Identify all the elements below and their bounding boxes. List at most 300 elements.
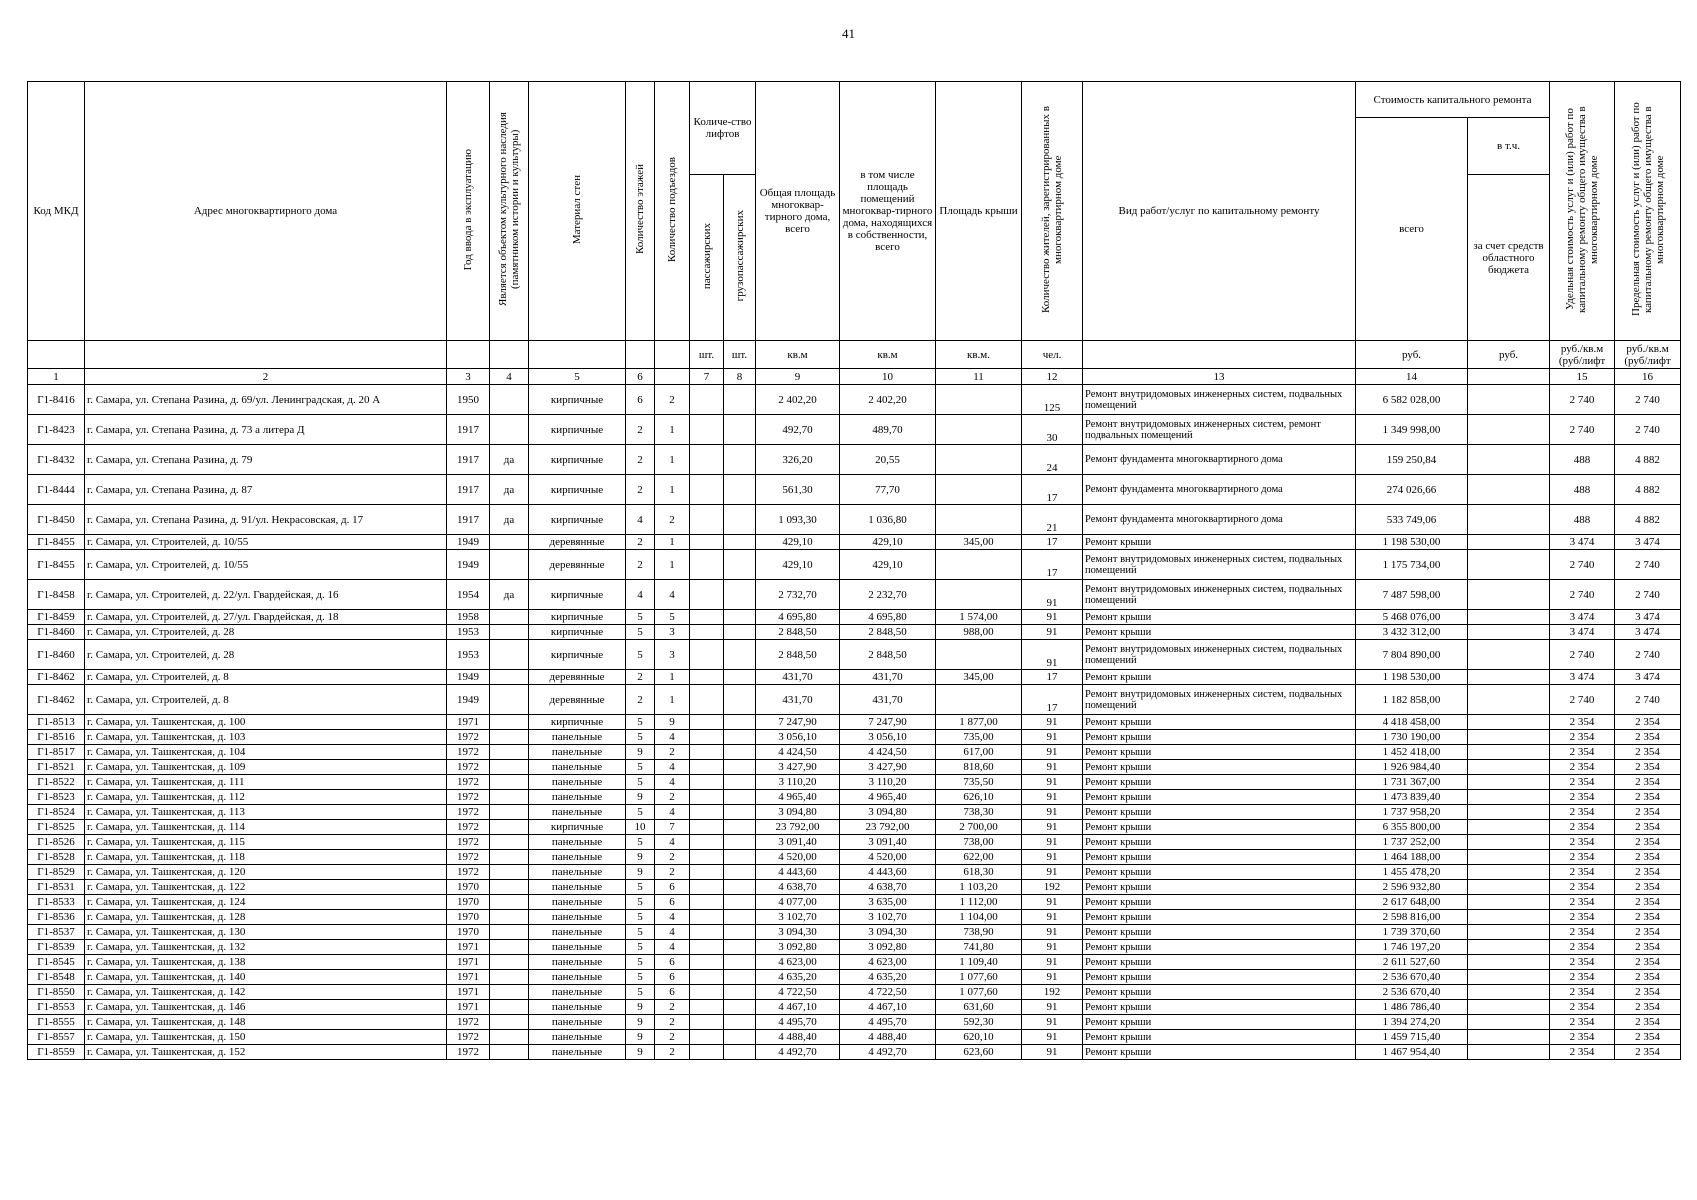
cell-address: г. Самара, ул. Степана Разина, д. 91/ул. Некрасовская, д. 17 [85, 505, 447, 535]
cell-entrances: 9 [655, 715, 690, 730]
cell-code: Г1-8459 [28, 610, 85, 625]
cell-year: 1972 [447, 1045, 490, 1060]
cell-code: Г1-8526 [28, 835, 85, 850]
cell-address: г. Самара, ул. Строителей, д. 8 [85, 685, 447, 715]
cell-year: 1972 [447, 865, 490, 880]
cell-total-area: 3 092,80 [756, 940, 840, 955]
cell-heritage [490, 850, 529, 865]
cell-lifts-pass [690, 850, 724, 865]
cell-cost-budget [1468, 535, 1550, 550]
cell-cost-total: 2 617 648,00 [1356, 895, 1468, 910]
cell-floors: 9 [626, 1030, 655, 1045]
cell-unit-cost: 2 354 [1550, 1015, 1615, 1030]
cell-roof-area: 1 574,00 [936, 610, 1022, 625]
cell-residents: 91 [1022, 625, 1083, 640]
cell-work-type: Ремонт крыши [1083, 985, 1356, 1000]
cell-cost-budget [1468, 850, 1550, 865]
cell-walls: панельные [529, 730, 626, 745]
cell-heritage [490, 820, 529, 835]
cell-owned-area: 7 247,90 [840, 715, 936, 730]
cell-floors: 9 [626, 790, 655, 805]
unit-rate: руб./кв.м (руб/лифт [1615, 341, 1681, 369]
cell-address: г. Самара, ул. Строителей, д. 22/ул. Гвардейская, д. 16 [85, 580, 447, 610]
cell-total-area: 326,20 [756, 445, 840, 475]
cell-unit-cost: 488 [1550, 445, 1615, 475]
cell-year: 1972 [447, 775, 490, 790]
cell-cost-total: 1 473 839,40 [1356, 790, 1468, 805]
cell-cost-total: 1 737 958,20 [1356, 805, 1468, 820]
cell-entrances: 2 [655, 1015, 690, 1030]
cell-entrances: 6 [655, 985, 690, 1000]
cell-lifts-cargo [724, 940, 756, 955]
cell-roof-area: 631,60 [936, 1000, 1022, 1015]
units-row [28, 341, 1681, 369]
table-row [28, 610, 1681, 625]
cell-cost-budget [1468, 475, 1550, 505]
cell-cost-total: 1 459 715,40 [1356, 1030, 1468, 1045]
cell-residents: 24 [1022, 445, 1083, 475]
cell-heritage [490, 925, 529, 940]
cell-owned-area: 431,70 [840, 685, 936, 715]
cell-work-type: Ремонт крыши [1083, 880, 1356, 895]
cell-floors: 5 [626, 970, 655, 985]
cell-cost-budget [1468, 880, 1550, 895]
header-work-type: Вид работ/услуг по капитальному ремонту [1083, 82, 1356, 341]
cell-lifts-cargo [724, 610, 756, 625]
table-row [28, 1045, 1681, 1060]
column-number: 1 [28, 369, 85, 385]
cell-lifts-pass [690, 505, 724, 535]
table-row [28, 970, 1681, 985]
cell-cost-total: 1 452 418,00 [1356, 745, 1468, 760]
cell-roof-area: 1 112,00 [936, 895, 1022, 910]
cell-cost-total: 533 749,06 [1356, 505, 1468, 535]
cell-cost-total: 2 536 670,40 [1356, 985, 1468, 1000]
cell-lifts-pass [690, 835, 724, 850]
cell-heritage: да [490, 475, 529, 505]
cell-address: г. Самара, ул. Ташкентская, д. 111 [85, 775, 447, 790]
cell-address: г. Самара, ул. Степана Разина, д. 87 [85, 475, 447, 505]
cell-limit-cost: 2 354 [1615, 820, 1681, 835]
table-row [28, 1015, 1681, 1030]
cell-unit-cost: 488 [1550, 505, 1615, 535]
cell-walls: панельные [529, 850, 626, 865]
cell-code: Г1-8537 [28, 925, 85, 940]
cell-cost-budget [1468, 715, 1550, 730]
cell-limit-cost: 2 354 [1615, 715, 1681, 730]
table-row [28, 775, 1681, 790]
cell-work-type: Ремонт крыши [1083, 670, 1356, 685]
cell-address: г. Самара, ул. Ташкентская, д. 103 [85, 730, 447, 745]
cell-lifts-cargo [724, 1030, 756, 1045]
cell-owned-area: 429,10 [840, 535, 936, 550]
header-cost-incl: в т.ч. [1468, 118, 1550, 175]
cell-unit-cost: 2 354 [1550, 1045, 1615, 1060]
cell-address: г. Самара, ул. Ташкентская, д. 114 [85, 820, 447, 835]
cell-address: г. Самара, ул. Ташкентская, д. 128 [85, 910, 447, 925]
cell-owned-area: 429,10 [840, 550, 936, 580]
cell-total-area: 4 695,80 [756, 610, 840, 625]
cell-lifts-cargo [724, 955, 756, 970]
cell-roof-area: 618,30 [936, 865, 1022, 880]
cell-owned-area: 3 056,10 [840, 730, 936, 745]
cell-owned-area: 431,70 [840, 670, 936, 685]
cell-cost-budget [1468, 910, 1550, 925]
cell-roof-area: 620,10 [936, 1030, 1022, 1045]
cell-code: Г1-8522 [28, 775, 85, 790]
cell-entrances: 4 [655, 580, 690, 610]
cell-year: 1971 [447, 970, 490, 985]
cell-total-area: 4 443,60 [756, 865, 840, 880]
cell-roof-area: 988,00 [936, 625, 1022, 640]
cell-work-type: Ремонт крыши [1083, 610, 1356, 625]
cell-owned-area: 4 492,70 [840, 1045, 936, 1060]
cell-cost-total: 1 455 478,20 [1356, 865, 1468, 880]
cell-limit-cost: 3 474 [1615, 670, 1681, 685]
table-row [28, 790, 1681, 805]
cell-residents: 91 [1022, 940, 1083, 955]
cell-work-type: Ремонт крыши [1083, 970, 1356, 985]
cell-floors: 5 [626, 925, 655, 940]
cell-entrances: 2 [655, 385, 690, 415]
cell-total-area: 2 402,20 [756, 385, 840, 415]
cell-cost-total: 4 418 458,00 [1356, 715, 1468, 730]
cell-lifts-cargo [724, 850, 756, 865]
cell-cost-budget [1468, 925, 1550, 940]
cell-lifts-pass [690, 1030, 724, 1045]
cell-lifts-cargo [724, 970, 756, 985]
cell-unit-cost: 2 740 [1550, 385, 1615, 415]
cell-roof-area [936, 385, 1022, 415]
cell-owned-area: 4 623,00 [840, 955, 936, 970]
cell-unit-cost: 3 474 [1550, 535, 1615, 550]
column-number: 13 [1083, 369, 1356, 385]
cell-lifts-pass [690, 580, 724, 610]
cell-lifts-pass [690, 790, 724, 805]
cell-owned-area: 4 495,70 [840, 1015, 936, 1030]
cell-lifts-pass [690, 745, 724, 760]
header-floors: Количество этажей [626, 82, 655, 341]
cell-heritage [490, 865, 529, 880]
cell-work-type: Ремонт крыши [1083, 910, 1356, 925]
cell-lifts-pass [690, 475, 724, 505]
cell-heritage [490, 805, 529, 820]
header-residents: Количество жителей, зарегистрированных в многоквартирном доме [1022, 82, 1083, 341]
cell-roof-area: 1 109,40 [936, 955, 1022, 970]
cell-cost-budget [1468, 610, 1550, 625]
cell-lifts-pass [690, 610, 724, 625]
cell-heritage [490, 1045, 529, 1060]
cell-lifts-pass [690, 1045, 724, 1060]
cell-owned-area: 3 102,70 [840, 910, 936, 925]
cell-unit-cost: 2 354 [1550, 865, 1615, 880]
cell-cost-total: 1 394 274,20 [1356, 1015, 1468, 1030]
cell-limit-cost: 2 354 [1615, 850, 1681, 865]
cell-heritage [490, 745, 529, 760]
cell-residents: 125 [1022, 385, 1083, 415]
cell-unit-cost: 2 354 [1550, 985, 1615, 1000]
cell-work-type: Ремонт внутридомовых инженерных систем, подвальных помещений [1083, 550, 1356, 580]
table-row [28, 880, 1681, 895]
column-number: 7 [690, 369, 724, 385]
cell-cost-budget [1468, 550, 1550, 580]
header-walls: Материал стен [529, 82, 626, 341]
header-address: Адрес многоквартирного дома [85, 82, 447, 341]
cell-code: Г1-8531 [28, 880, 85, 895]
cell-lifts-cargo [724, 1045, 756, 1060]
cell-residents: 17 [1022, 550, 1083, 580]
cell-floors: 2 [626, 535, 655, 550]
cell-unit-cost: 2 354 [1550, 925, 1615, 940]
cell-cost-budget [1468, 895, 1550, 910]
column-number: 16 [1615, 369, 1681, 385]
cell-owned-area: 2 402,20 [840, 385, 936, 415]
cell-cost-budget [1468, 1015, 1550, 1030]
cell-walls: кирпичные [529, 385, 626, 415]
table-row [28, 550, 1681, 580]
cell-entrances: 4 [655, 910, 690, 925]
cell-code: Г1-8533 [28, 895, 85, 910]
cell-roof-area: 735,00 [936, 730, 1022, 745]
header-limit-cost: Предельная стоимость услуг и (или) работ по капитальному ремонту общего имущества в многоквартирном доме [1615, 82, 1681, 341]
cell-work-type: Ремонт крыши [1083, 730, 1356, 745]
cell-residents: 91 [1022, 835, 1083, 850]
cell-roof-area: 1 077,60 [936, 970, 1022, 985]
cell-walls: кирпичные [529, 475, 626, 505]
cell-total-area: 23 792,00 [756, 820, 840, 835]
cell-lifts-cargo [724, 790, 756, 805]
unit-rate: руб./кв.м (руб/лифт [1550, 341, 1615, 369]
cell-owned-area: 3 092,80 [840, 940, 936, 955]
cell-year: 1972 [447, 835, 490, 850]
cell-work-type: Ремонт внутридомовых инженерных систем, подвальных помещений [1083, 685, 1356, 715]
cell-roof-area: 2 700,00 [936, 820, 1022, 835]
cell-owned-area: 77,70 [840, 475, 936, 505]
cell-entrances: 4 [655, 730, 690, 745]
cell-code: Г1-8528 [28, 850, 85, 865]
cell-code: Г1-8455 [28, 535, 85, 550]
cell-year: 1970 [447, 925, 490, 940]
cell-owned-area: 4 467,10 [840, 1000, 936, 1015]
cell-entrances: 6 [655, 895, 690, 910]
cell-work-type: Ремонт крыши [1083, 865, 1356, 880]
cell-work-type: Ремонт крыши [1083, 955, 1356, 970]
cell-year: 1958 [447, 610, 490, 625]
cell-residents: 30 [1022, 415, 1083, 445]
cell-address: г. Самара, ул. Ташкентская, д. 142 [85, 985, 447, 1000]
column-number: 9 [756, 369, 840, 385]
cell-cost-total: 2 611 527,60 [1356, 955, 1468, 970]
cell-address: г. Самара, ул. Ташкентская, д. 113 [85, 805, 447, 820]
cell-lifts-cargo [724, 880, 756, 895]
cell-lifts-cargo [724, 415, 756, 445]
cell-lifts-cargo [724, 835, 756, 850]
cell-unit-cost: 3 474 [1550, 610, 1615, 625]
cell-lifts-pass [690, 910, 724, 925]
cell-owned-area: 3 635,00 [840, 895, 936, 910]
cell-walls: панельные [529, 1045, 626, 1060]
header-unit-cost: Удельная стоимость услуг и (или) работ по капитальному ремонту общего имущества в многоквартирном доме [1550, 82, 1615, 341]
cell-lifts-pass [690, 775, 724, 790]
cell-cost-budget [1468, 580, 1550, 610]
cell-lifts-pass [690, 670, 724, 685]
cell-work-type: Ремонт крыши [1083, 1000, 1356, 1015]
cell-roof-area [936, 580, 1022, 610]
table-row [28, 535, 1681, 550]
cell-lifts-cargo [724, 865, 756, 880]
cell-address: г. Самара, ул. Строителей, д. 28 [85, 640, 447, 670]
cell-work-type: Ремонт крыши [1083, 775, 1356, 790]
cell-owned-area: 4 635,20 [840, 970, 936, 985]
cell-walls: панельные [529, 805, 626, 820]
table-row [28, 835, 1681, 850]
cell-work-type: Ремонт крыши [1083, 1030, 1356, 1045]
cell-floors: 5 [626, 940, 655, 955]
cell-cost-budget [1468, 760, 1550, 775]
cell-limit-cost: 2 354 [1615, 745, 1681, 760]
cell-residents: 91 [1022, 640, 1083, 670]
cell-walls: кирпичные [529, 610, 626, 625]
cell-lifts-cargo [724, 730, 756, 745]
cell-lifts-cargo [724, 775, 756, 790]
cell-cost-total: 6 582 028,00 [1356, 385, 1468, 415]
cell-cost-budget [1468, 805, 1550, 820]
header-entrances: Количество подъездов [655, 82, 690, 341]
cell-unit-cost: 3 474 [1550, 625, 1615, 640]
cell-cost-budget [1468, 955, 1550, 970]
cell-limit-cost: 2 354 [1615, 895, 1681, 910]
cell-limit-cost: 2 354 [1615, 1015, 1681, 1030]
cell-limit-cost: 2 354 [1615, 955, 1681, 970]
header-cost-total: всего [1356, 118, 1468, 341]
cell-owned-area: 2 848,50 [840, 640, 936, 670]
cell-limit-cost: 2 354 [1615, 730, 1681, 745]
cell-cost-total: 1 486 786,40 [1356, 1000, 1468, 1015]
header-heritage: Является объектом культурного наследия (памятником истории и культуры) [490, 82, 529, 341]
cell-walls: панельные [529, 910, 626, 925]
cell-year: 1970 [447, 880, 490, 895]
cell-total-area: 4 638,70 [756, 880, 840, 895]
cell-code: Г1-8523 [28, 790, 85, 805]
cell-residents: 91 [1022, 715, 1083, 730]
cell-walls: панельные [529, 745, 626, 760]
cell-total-area: 2 732,70 [756, 580, 840, 610]
cell-address: г. Самара, ул. Строителей, д. 28 [85, 625, 447, 640]
cell-residents: 91 [1022, 760, 1083, 775]
column-number: 2 [85, 369, 447, 385]
cell-address: г. Самара, ул. Ташкентская, д. 148 [85, 1015, 447, 1030]
cell-code: Г1-8517 [28, 745, 85, 760]
cell-code: Г1-8529 [28, 865, 85, 880]
column-number: 15 [1550, 369, 1615, 385]
cell-cost-budget [1468, 685, 1550, 715]
cell-limit-cost: 4 882 [1615, 445, 1681, 475]
cell-year: 1970 [447, 895, 490, 910]
cell-lifts-cargo [724, 715, 756, 730]
cell-address: г. Самара, ул. Степана Разина, д. 79 [85, 445, 447, 475]
cell-heritage [490, 385, 529, 415]
cell-address: г. Самара, ул. Ташкентская, д. 130 [85, 925, 447, 940]
cell-cost-total: 7 487 598,00 [1356, 580, 1468, 610]
cell-address: г. Самара, ул. Ташкентская, д. 115 [85, 835, 447, 850]
cell-address: г. Самара, ул. Строителей, д. 27/ул. Гвардейская, д. 18 [85, 610, 447, 625]
cell-year: 1917 [447, 475, 490, 505]
cell-roof-area: 1 877,00 [936, 715, 1022, 730]
cell-unit-cost: 2 354 [1550, 880, 1615, 895]
cell-roof-area: 617,00 [936, 745, 1022, 760]
cell-entrances: 4 [655, 805, 690, 820]
cell-residents: 91 [1022, 790, 1083, 805]
cell-heritage [490, 415, 529, 445]
cell-entrances: 6 [655, 955, 690, 970]
cell-work-type: Ремонт внутридомовых инженерных систем, ремонт подвальных помещений [1083, 415, 1356, 445]
cell-lifts-pass [690, 730, 724, 745]
cell-code: Г1-8539 [28, 940, 85, 955]
cell-address: г. Самара, ул. Ташкентская, д. 150 [85, 1030, 447, 1045]
cell-address: г. Самара, ул. Строителей, д. 10/55 [85, 535, 447, 550]
cell-year: 1971 [447, 985, 490, 1000]
cell-heritage [490, 535, 529, 550]
cell-owned-area: 3 110,20 [840, 775, 936, 790]
cell-address: г. Самара, ул. Строителей, д. 10/55 [85, 550, 447, 580]
cell-total-area: 4 467,10 [756, 1000, 840, 1015]
cell-total-area: 431,70 [756, 670, 840, 685]
cell-walls: панельные [529, 865, 626, 880]
cell-roof-area: 735,50 [936, 775, 1022, 790]
table-row [28, 865, 1681, 880]
cell-year: 1917 [447, 445, 490, 475]
cell-cost-budget [1468, 670, 1550, 685]
cell-walls: панельные [529, 955, 626, 970]
cell-work-type: Ремонт крыши [1083, 820, 1356, 835]
cell-residents: 91 [1022, 1045, 1083, 1060]
header-lifts-pass: пассажирских [690, 175, 724, 341]
cell-floors: 5 [626, 730, 655, 745]
cell-address: г. Самара, ул. Ташкентская, д. 104 [85, 745, 447, 760]
cell-lifts-cargo [724, 760, 756, 775]
cell-year: 1972 [447, 1015, 490, 1030]
cell-entrances: 4 [655, 835, 690, 850]
cell-lifts-pass [690, 445, 724, 475]
column-number: 6 [626, 369, 655, 385]
cell-total-area: 3 102,70 [756, 910, 840, 925]
cell-year: 1971 [447, 955, 490, 970]
cell-residents: 21 [1022, 505, 1083, 535]
table-body [28, 385, 1681, 1060]
table-row [28, 730, 1681, 745]
cell-entrances: 2 [655, 1045, 690, 1060]
cell-entrances: 3 [655, 640, 690, 670]
cell-walls: деревянные [529, 685, 626, 715]
cell-walls: панельные [529, 1030, 626, 1045]
cell-floors: 5 [626, 715, 655, 730]
cell-walls: кирпичные [529, 640, 626, 670]
cell-residents: 17 [1022, 475, 1083, 505]
cell-total-area: 3 427,90 [756, 760, 840, 775]
cell-cost-total: 7 804 890,00 [1356, 640, 1468, 670]
cell-heritage [490, 970, 529, 985]
cell-cost-total: 274 026,66 [1356, 475, 1468, 505]
cell-floors: 5 [626, 610, 655, 625]
cell-address: г. Самара, ул. Ташкентская, д. 152 [85, 1045, 447, 1060]
cell-work-type: Ремонт крыши [1083, 790, 1356, 805]
cell-floors: 5 [626, 910, 655, 925]
cell-unit-cost: 2 740 [1550, 415, 1615, 445]
cell-residents: 91 [1022, 745, 1083, 760]
cell-lifts-pass [690, 985, 724, 1000]
cell-walls: панельные [529, 880, 626, 895]
cell-lifts-pass [690, 940, 724, 955]
